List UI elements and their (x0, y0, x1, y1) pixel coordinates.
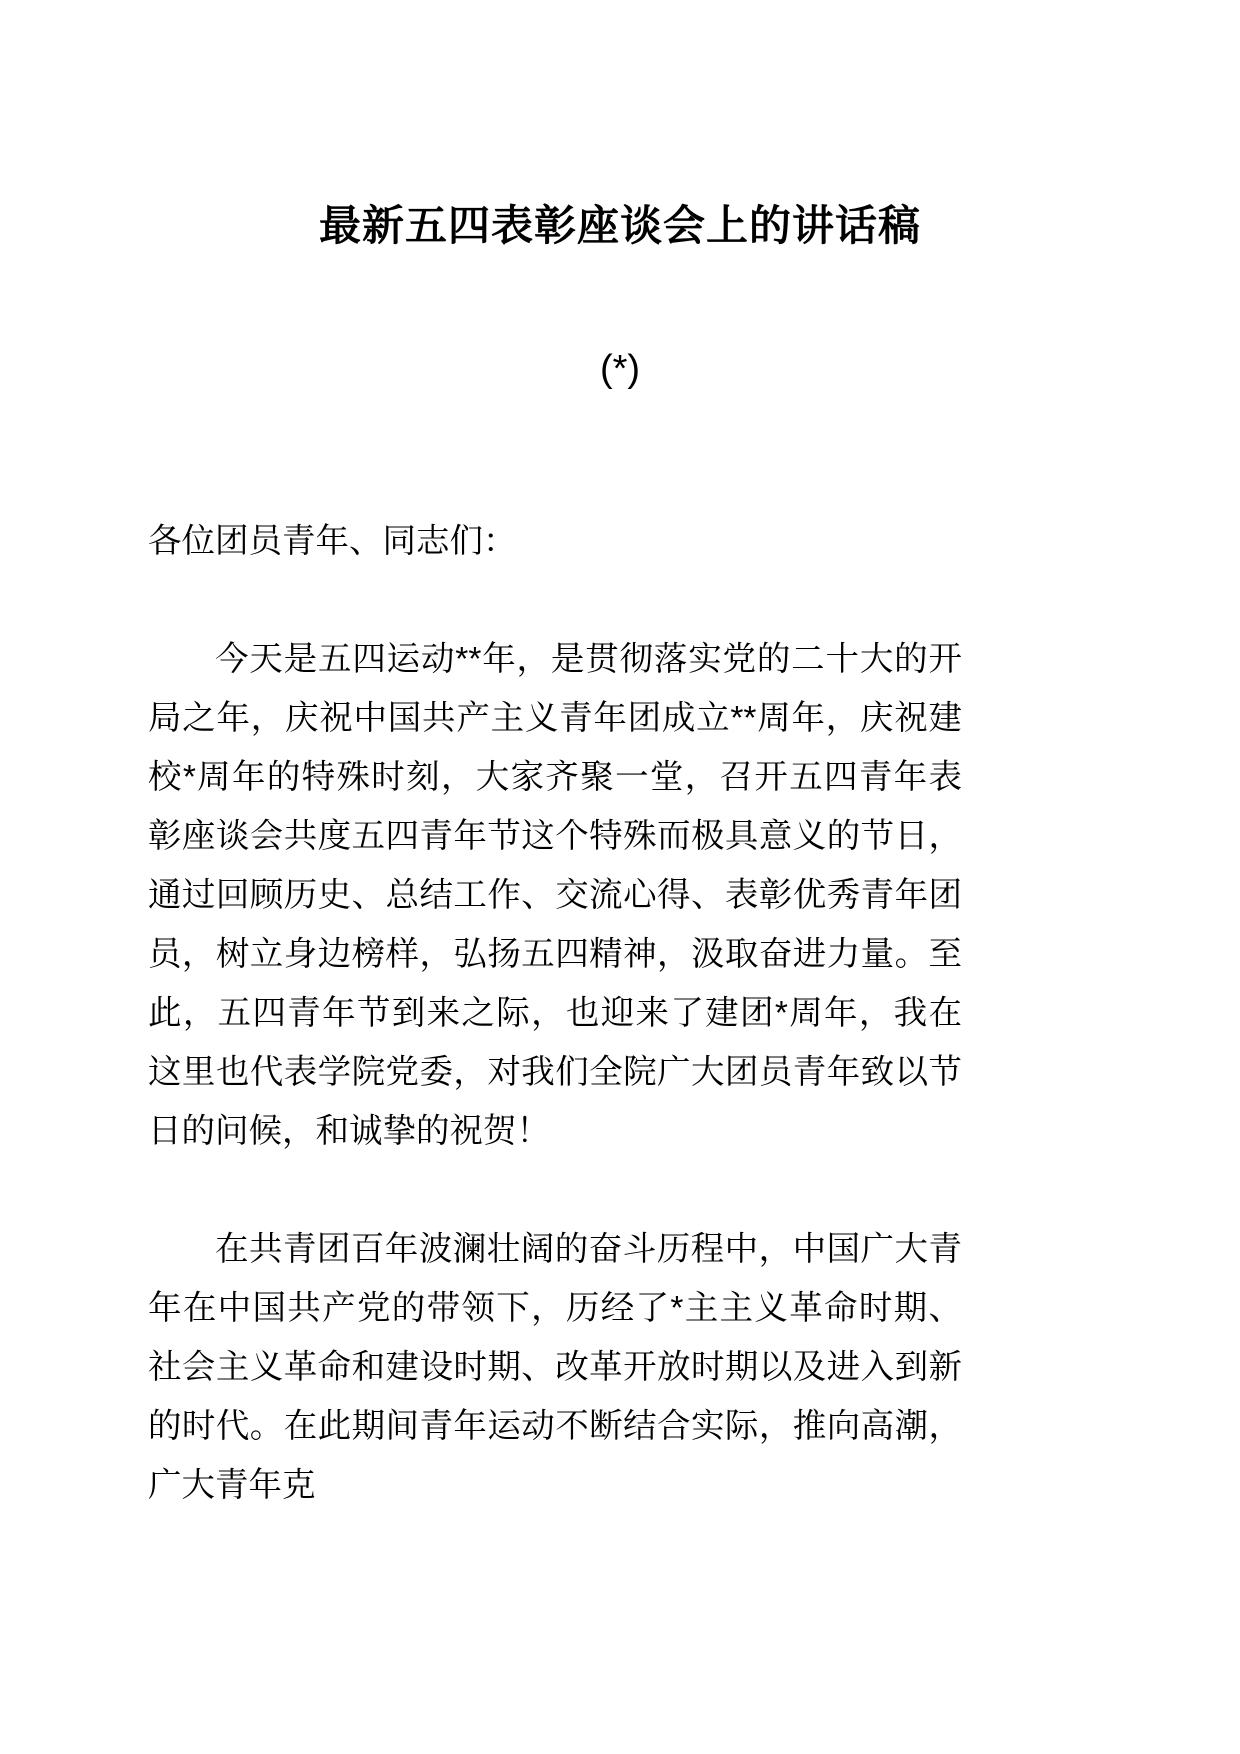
document-subtitle: (*) (599, 348, 641, 390)
paragraph-spacer (148, 1161, 962, 1220)
salutation-line: 各位团员青年、同志们： (148, 523, 517, 560)
page-title: 最新五四表彰座谈会上的讲话稿 (318, 202, 921, 250)
body-paragraph-1: 今天是五四运动**年，是贯彻落实党的二十大的开局之年，庆祝中国共产主义青年团成立**周年，庆祝建校*周年的特殊时刻，大家齐聚一堂，召开五四青年表彰座谈会共度五四青年节这个特殊而极具意义的节日，通过回顾历史、总结工作、交流心得、表彰优秀青年团员，树立身边榜样，弘扬五四精神，汲取奋进力量。至此，五四青年节到来之际，也迎来了建团*周年，我在这里也代表学院党委，对我们全院广大团员青年致以节日的问候，和诚挚的祝贺！ (148, 641, 962, 1150)
document-body (148, 512, 962, 1515)
body-paragraph-2: 在共青团百年波澜壮阔的奋斗历程中，中国广大青年在中国共产党的带领下，历经了*主主义革命时期、社会主义革命和建设时期、改革开放时期以及进入到新的时代。在此期间青年运动不断结合实际，推向高潮，广大青年克 (148, 1231, 962, 1504)
